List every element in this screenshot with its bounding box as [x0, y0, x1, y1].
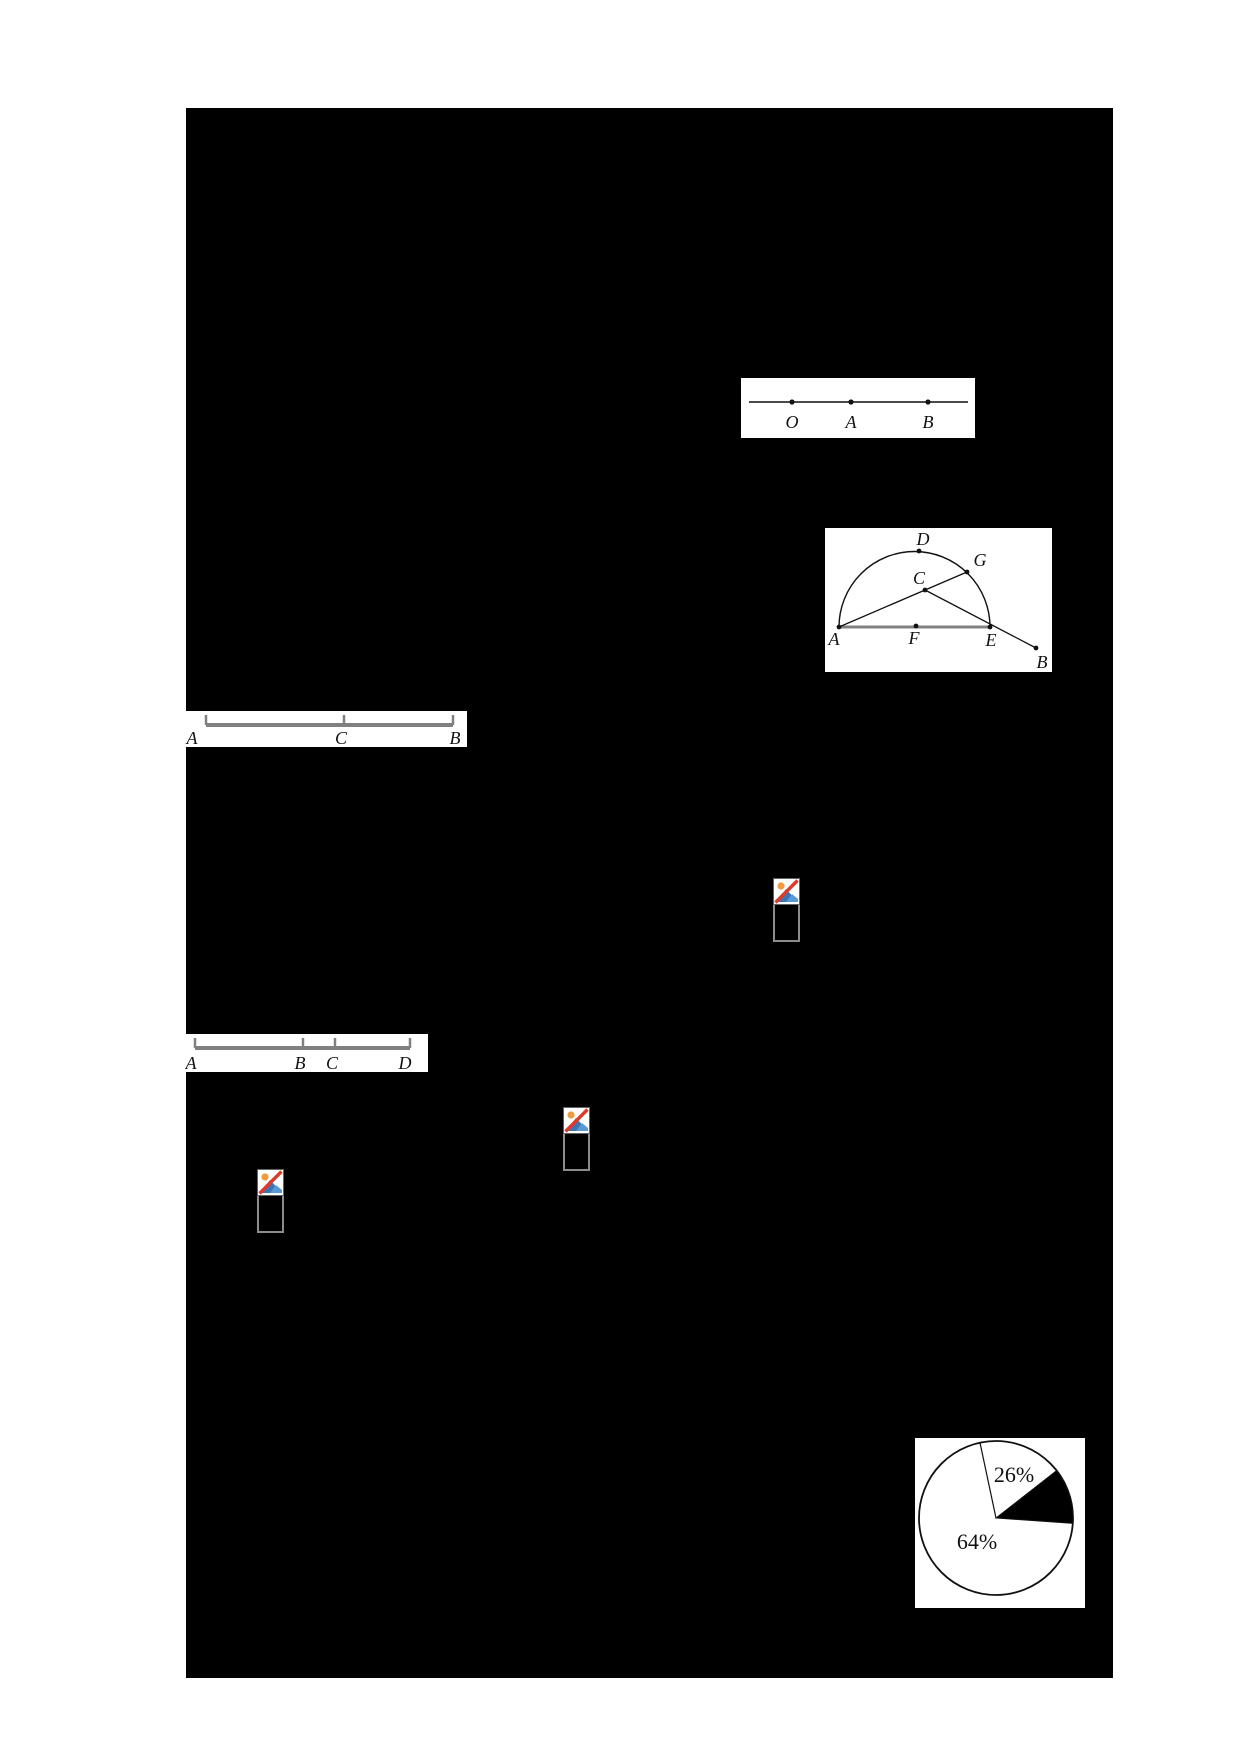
point-dot-B [925, 399, 930, 404]
broken-image-icon [257, 1169, 284, 1196]
sun-shape [261, 1173, 268, 1180]
pie-label-64: 64% [956, 1529, 998, 1554]
point-label-D: D [916, 529, 930, 549]
segment-abcd-figure [185, 1034, 428, 1072]
point-label-G: G [973, 550, 987, 570]
point-label-B: B [294, 1053, 306, 1072]
segment-abcd-svg [185, 1034, 428, 1072]
point-label-E: E [985, 630, 997, 650]
broken-image-icon [773, 878, 800, 905]
semicircle-figure [825, 528, 1052, 672]
segment-CB [925, 590, 1036, 648]
segment-acb-svg [184, 711, 467, 747]
point-label-A: A [828, 629, 840, 649]
point-label-B: B [1036, 652, 1048, 672]
point-dot-A [848, 399, 853, 404]
broken-image-placeholder [773, 878, 800, 942]
point-dot-C [923, 588, 928, 593]
number-line-figure [741, 378, 975, 438]
point-dot-E [988, 625, 993, 630]
semicircle-arc [839, 552, 990, 628]
point-label-A: A [185, 1053, 197, 1072]
sun-shape [777, 882, 784, 889]
chord-AG [839, 572, 967, 627]
sun-shape [567, 1111, 574, 1118]
point-label-C: C [912, 568, 926, 588]
point-label-C: C [325, 1053, 339, 1072]
point-label-O: O [785, 412, 799, 432]
point-dot-D [917, 549, 922, 554]
point-label-B: B [449, 728, 461, 747]
point-label-D: D [398, 1053, 412, 1072]
point-label-F: F [908, 628, 920, 648]
semicircle-svg [825, 528, 1052, 672]
point-label-B: B [922, 412, 934, 432]
point-label-C: C [334, 728, 348, 747]
point-dot-O [789, 399, 794, 404]
point-label-A: A [186, 728, 198, 747]
pie-label-26: 26% [993, 1462, 1035, 1487]
point-dot-G [965, 570, 970, 575]
pie-chart-svg [915, 1438, 1085, 1608]
broken-image-icon [563, 1107, 590, 1134]
number-line-svg [741, 378, 975, 438]
broken-image-placeholder [257, 1169, 284, 1233]
pie-chart-figure [915, 1438, 1085, 1608]
point-dot-B [1034, 646, 1039, 651]
broken-image-placeholder [563, 1107, 590, 1171]
point-label-A: A [845, 412, 857, 432]
segment-acb-figure [184, 711, 467, 747]
